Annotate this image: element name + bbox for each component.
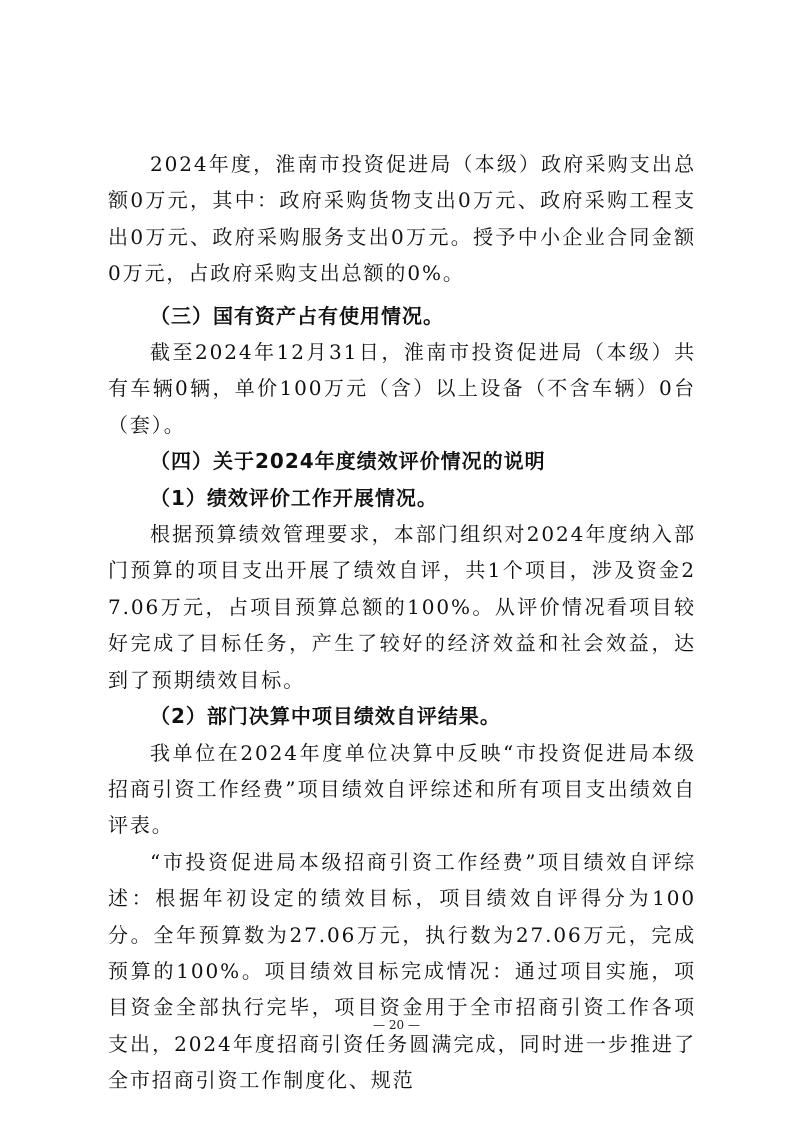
page-number: — 20 — <box>373 1018 420 1032</box>
section-heading-assets: （三）国有资产占有使用情况。 <box>150 303 444 328</box>
subheading-evaluation-work: （1）绩效评价工作开展情况。 <box>150 485 438 510</box>
paragraph-procurement: 2024年度，淮南市投资促进局（本级）政府采购支出总额0万元，其中：政府采购货物支出0万元、政府采购工程支出0万元、政府采购服务支出0万元。授予中小企业合同金额0万元，占政府采购支出总额的0%。 <box>108 152 696 286</box>
paragraph-evaluation-work: 根据预算绩效管理要求，本部门组织对2024年度纳入部门预算的项目支出开展了绩效自评，共1个项目，涉及资金27.06万元，占项目预算总额的100%。从评价情况看项目较好完成了目标任务，产生了较好的经济效益和社会效益，达到了预期绩效目标。 <box>108 522 696 692</box>
paragraph-project-summary: “市投资促进局本级招商引资工作经费”项目绩效自评综述：根据年初设定的绩效目标，项目绩效自评得分为100分。全年预算数为27.06万元，执行数为27.06万元，完成预算的100%。项目绩效目标完成情况：通过项目实施，项目资金全部执行完毕，项目资金用于全市招商引资工作各项支出，2024年度招商引资任务圆满完成，同时进一步推进了全市招商引资工作制度化、规范 <box>108 849 696 1093</box>
paragraph-evaluation-results: 我单位在2024年度单位决算中反映“市投资促进局本级招商引资工作经费”项目绩效自评综述和所有项目支出绩效自评表。 <box>108 740 696 838</box>
subheading-evaluation-results: （2）部门决算中项目绩效自评结果。 <box>150 704 501 729</box>
paragraph-assets: 截至2024年12月31日，淮南市投资促进局（本级）共有车辆0辆，单价100万元（含）以上设备（不含车辆）0台（套）。 <box>108 340 696 437</box>
document-body <box>108 146 696 1099</box>
section-heading-performance: （四）关于2024年度绩效评价情况的说明 <box>150 449 546 474</box>
